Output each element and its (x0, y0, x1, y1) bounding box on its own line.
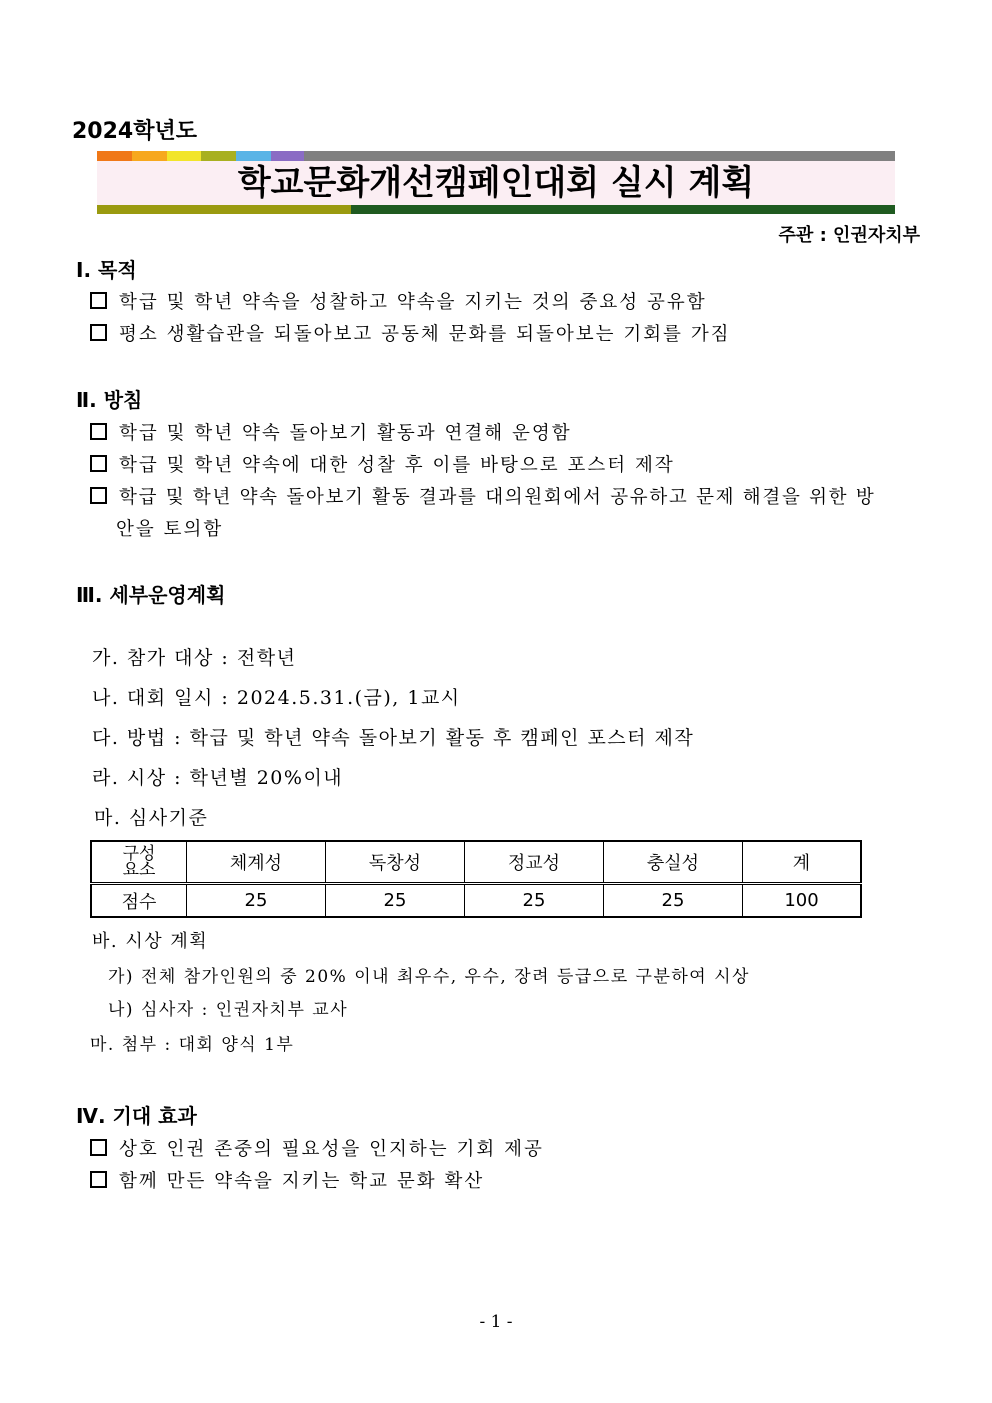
page-number: - 1 - (479, 1312, 513, 1332)
criteria-column-header: 독창성 (326, 841, 465, 884)
stripe-olive (201, 151, 236, 161)
award-plan-item: 가) 전체 참가인원의 중 20% 이내 최우수, 우수, 장려 등급으로 구분하여 시상 (108, 967, 750, 987)
criteria-column-header: 정교성 (465, 841, 604, 884)
policy-item: 학급 및 학년 약속 돌아보기 활동과 연결해 운영함 (90, 419, 572, 445)
checkbox-square-icon (90, 1171, 107, 1188)
criteria-column-header: 체계성 (187, 841, 326, 884)
stripe-sky (236, 151, 271, 161)
criteria-score-row (91, 884, 861, 918)
checkbox-square-icon (90, 292, 107, 309)
score-cell: 25 (604, 884, 743, 918)
header-label-line1: 구성 (122, 844, 156, 864)
criteria-column-header: 충실성 (604, 841, 743, 884)
criteria-table (90, 840, 862, 918)
stripe-dark-olive (97, 205, 351, 214)
header-label-line2: 요소 (122, 860, 156, 880)
score-cell: 25 (465, 884, 604, 918)
checkbox-square-icon (90, 1139, 107, 1156)
score-cell: 100 (743, 884, 862, 918)
score-cell: 25 (187, 884, 326, 918)
award-plan-title: 바. 시상 계획 (92, 931, 209, 952)
section-effects-title: Ⅳ. 기대 효과 (76, 1104, 197, 1128)
plan-item-participants: 가. 참가 대상 : 전학년 (92, 647, 297, 669)
stripe-yellow (167, 151, 201, 161)
stripe-gray (304, 151, 895, 161)
effects-item: 함께 만든 약속을 지키는 학교 문화 확산 (90, 1167, 484, 1193)
section-purpose-title: Ⅰ. 목적 (76, 258, 137, 282)
plan-item-date: 나. 대회 일시 : 2024.5.31.(금), 1교시 (92, 687, 461, 709)
purpose-item: 평소 생활습관을 되돌아보고 공동체 문화를 되돌아보는 기회를 가짐 (90, 320, 731, 346)
policy-item: 학급 및 학년 약속 돌아보기 활동 결과를 대의원회에서 공유하고 문제 해결을 위한 방 (90, 483, 875, 509)
plan-item-award: 라. 시상 : 학년별 20%이내 (92, 767, 344, 789)
purpose-item: 학급 및 학년 약속을 성찰하고 약속을 지키는 것의 중요성 공유함 (90, 288, 707, 314)
plan-item-method: 다. 방법 : 학급 및 학년 약속 돌아보기 활동 후 캠페인 포스터 제작 (92, 727, 695, 749)
criteria-header-row (91, 841, 861, 884)
section-plan-title: Ⅲ. 세부운영계획 (76, 583, 226, 607)
checkbox-square-icon (90, 487, 107, 504)
title-banner-bottom-stripe (97, 205, 895, 214)
stripe-dark-green (351, 205, 895, 214)
section-policy-title: Ⅱ. 방침 (76, 388, 143, 412)
title-banner-top-stripe (97, 151, 895, 161)
checkbox-square-icon (90, 324, 107, 341)
policy-item: 학급 및 학년 약속에 대한 성찰 후 이를 바탕으로 포스터 제작 (90, 451, 675, 477)
year-label: 2024학년도 (72, 119, 197, 144)
checkbox-square-icon (90, 455, 107, 472)
effects-item: 상호 인권 존중의 필요성을 인지하는 기회 제공 (90, 1135, 544, 1161)
award-plan-item: 나) 심사자 : 인권자치부 교사 (108, 1000, 349, 1020)
plan-item-criteria: 마. 심사기준 (94, 807, 209, 829)
criteria-header-label (91, 841, 187, 884)
score-row-label: 점수 (91, 884, 187, 918)
stripe-orange (97, 151, 132, 161)
criteria-column-header: 계 (743, 841, 862, 884)
policy-item-continuation: 안을 토의함 (116, 519, 224, 540)
stripe-amber (132, 151, 167, 161)
document-title: 학교문화개선캠페인대회 실시 계획 (237, 163, 755, 203)
host-label: 주관 : 인권자치부 (778, 225, 920, 246)
attachment-item: 마. 첨부 : 대회 양식 1부 (90, 1035, 295, 1055)
stripe-purple (271, 151, 304, 161)
score-cell: 25 (326, 884, 465, 918)
checkbox-square-icon (90, 423, 107, 440)
